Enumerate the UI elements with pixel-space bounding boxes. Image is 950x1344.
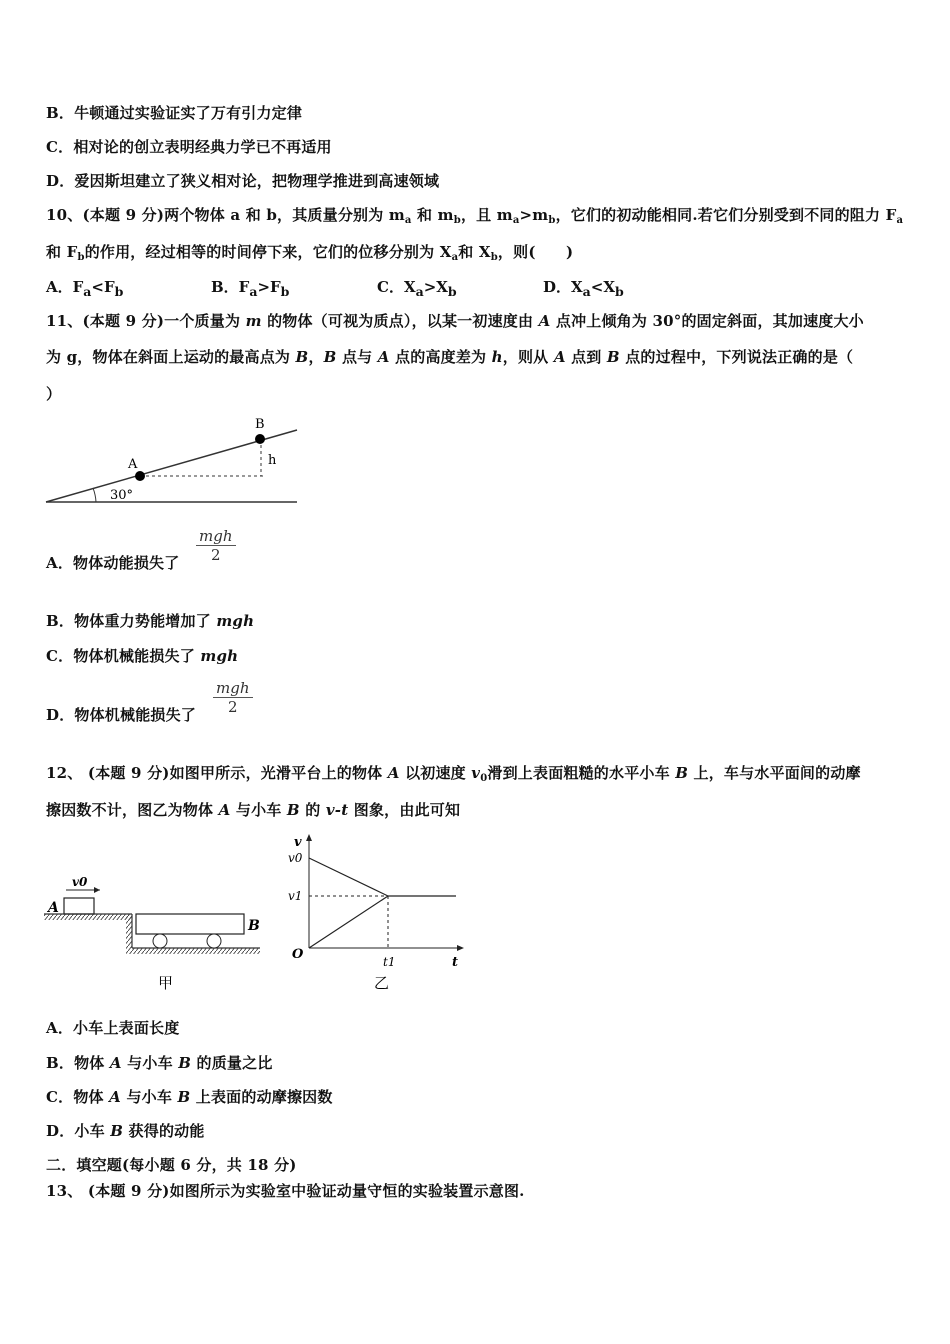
text-run: B．物体重力势能增加了: [46, 612, 217, 630]
q13-stem: [46, 1180, 525, 1201]
svg-text:乙: 乙: [374, 974, 390, 992]
text-run: 滑到上表面粗糙的水平小车: [487, 764, 676, 782]
text-run: B．F: [211, 278, 250, 296]
q11-option-d: [46, 704, 196, 725]
text-run: B: [286, 801, 300, 819]
text-run: 与小车: [230, 801, 287, 819]
text-run: mgh: [216, 612, 255, 630]
text-run: >m: [519, 206, 549, 224]
text-run: <X: [590, 278, 615, 296]
text-run: 以初速度: [399, 764, 472, 782]
text-run: b: [490, 252, 498, 263]
line-a: [309, 858, 388, 896]
text-run: D．爱因斯坦建立了狭义相对论，把物理学推进到高速领域: [46, 172, 440, 190]
svg-text:t1: t1: [383, 955, 396, 969]
text-run: B: [675, 764, 689, 782]
text-run: a: [415, 284, 424, 299]
text-run: 上，车与水平面间的动摩: [688, 764, 861, 782]
text-run: A: [109, 1088, 122, 1106]
q10-option-a: [46, 276, 123, 299]
text-run: B: [323, 348, 337, 366]
denominator: 2: [210, 546, 221, 564]
q10-stem-line2: [46, 241, 573, 263]
text-run: <F: [91, 278, 115, 296]
text-run: A．F: [46, 278, 84, 296]
q12-option-a: [46, 1017, 179, 1038]
figure-yi-vt-graph: [284, 830, 469, 995]
numerator: mgh: [196, 527, 236, 546]
text-run: 获得的动能: [123, 1122, 205, 1140]
q11-stem-line1: [46, 310, 864, 331]
q12-option-b: [46, 1052, 273, 1073]
text-run: A．小车上表面长度: [46, 1019, 180, 1037]
text-run: B: [110, 1122, 124, 1140]
figure-jia-cart: [44, 866, 264, 996]
denominator: 2: [227, 698, 238, 716]
text-run: 二．填空题(每小题 6 分，共 18 分): [46, 1156, 297, 1174]
text-run: A: [387, 764, 400, 782]
label-h: h: [268, 453, 277, 468]
text-run: ）: [46, 385, 62, 403]
text-run: B: [606, 348, 620, 366]
svg-text:t: t: [452, 955, 459, 970]
text-run: B．物体: [46, 1054, 110, 1072]
incline-figure: [44, 414, 304, 509]
svg-text:A: A: [48, 900, 59, 916]
text-run: a: [451, 252, 459, 263]
text-run: C．相对论的创立表明经典力学已不再适用: [46, 138, 332, 156]
text-run: 为 g，物体在斜面上运动的最高点为: [46, 348, 296, 366]
numerator: mgh: [213, 679, 253, 698]
text-run: 擦因数不计，图乙为物体: [46, 801, 219, 819]
text-run: 0: [480, 773, 488, 784]
q9-option-c: [46, 136, 332, 157]
text-run: 点冲上倾角为 30°的固定斜面，其加速度大小: [550, 312, 864, 330]
text-run: 点与: [336, 348, 378, 366]
svg-text:v: v: [294, 835, 302, 850]
label-angle: 30°: [110, 488, 134, 503]
svg-text:B: B: [248, 918, 260, 934]
label-a: A: [128, 457, 138, 472]
text-run: b: [280, 284, 290, 299]
text-run: a: [83, 284, 92, 299]
q12-stem-line1: [46, 762, 861, 784]
text-run: 的物体（可视为质点），以某一初速度由: [261, 312, 539, 330]
text-run: v-t: [325, 801, 349, 819]
svg-text:甲: 甲: [158, 974, 174, 992]
text-run: b: [77, 252, 85, 263]
text-run: b: [548, 215, 556, 226]
text-run: ，它们的初动能相同.若它们分别受到不同的阻力 F: [555, 206, 897, 224]
point-b: [255, 434, 265, 444]
text-run: B: [178, 1054, 192, 1072]
text-run: 点的高度差为: [389, 348, 492, 366]
q10-option-b: [211, 276, 289, 299]
text-run: 的作用，经过相等的时间停下来，它们的位移分别为 X: [84, 243, 452, 261]
text-run: >F: [257, 278, 281, 296]
text-run: 13、 (本题 9 分)如图所示为实验室中验证动量守恒的实验装置示意图.: [46, 1182, 525, 1200]
text-run: b: [453, 215, 461, 226]
svg-text:v0: v0: [72, 875, 88, 889]
text-run: 与小车: [121, 1088, 178, 1106]
text-run: 和 F: [46, 243, 78, 261]
block-a: [64, 898, 94, 914]
text-run: A．物体动能损失了: [46, 554, 180, 572]
text-run: ，则( ): [497, 243, 574, 261]
text-run: 11、(本题 9 分)一个质量为: [46, 312, 246, 330]
q10-stem-line1: [46, 204, 903, 226]
text-run: B: [177, 1088, 191, 1106]
text-run: a: [249, 284, 258, 299]
text-run: 点到: [565, 348, 607, 366]
q10-option-c: [377, 276, 457, 299]
text-run: 12、 (本题 9 分)如图甲所示，光滑平台上的物体: [46, 764, 388, 782]
text-run: 上表面的动摩擦因数: [190, 1088, 333, 1106]
text-run: A: [553, 348, 566, 366]
text-run: m: [245, 312, 262, 330]
q11-stem-line3: [46, 383, 61, 404]
section-heading-fill-in: [46, 1154, 297, 1175]
cart-b: [136, 914, 244, 934]
text-run: C．X: [377, 278, 416, 296]
text-run: 的质量之比: [191, 1054, 273, 1072]
q9-option-b: [46, 102, 302, 123]
label-b: B: [255, 417, 265, 432]
text-run: A: [538, 312, 551, 330]
svg-text:O: O: [292, 947, 304, 962]
text-run: b: [447, 284, 457, 299]
point-a: [135, 471, 145, 481]
text-run: C．物体机械能损失了: [46, 647, 201, 665]
text-run: v: [471, 764, 481, 782]
text-run: ，: [308, 348, 324, 366]
text-run: 和 X: [458, 243, 491, 261]
text-run: B: [295, 348, 309, 366]
text-run: ，则从: [502, 348, 554, 366]
q12-option-d: [46, 1120, 205, 1141]
fraction-mgh-over-2: [213, 679, 253, 716]
text-run: 图象，由此可知: [348, 801, 461, 819]
q11-option-b: [46, 610, 254, 631]
text-run: ，且 m: [460, 206, 513, 224]
text-run: A: [109, 1054, 122, 1072]
text-run: D．物体机械能损失了: [46, 706, 197, 724]
text-run: mgh: [200, 647, 239, 665]
text-run: D．X: [543, 278, 583, 296]
text-run: h: [491, 348, 503, 366]
text-run: A: [377, 348, 390, 366]
q9-option-d: [46, 170, 439, 191]
text-run: C．物体: [46, 1088, 110, 1106]
text-run: B．牛顿通过实验证实了万有引力定律: [46, 104, 303, 122]
q11-option-c: [46, 645, 238, 666]
q11-option-a: [46, 552, 179, 573]
text-run: a: [896, 215, 904, 226]
q10-option-d: [543, 276, 624, 299]
svg-text:v1: v1: [288, 889, 303, 903]
text-run: 点的过程中，下列说法正确的是（: [619, 348, 854, 366]
line-b: [309, 896, 388, 948]
text-run: b: [614, 284, 624, 299]
text-run: >X: [423, 278, 448, 296]
text-run: 的: [299, 801, 326, 819]
q12-option-c: [46, 1086, 333, 1107]
q11-stem-line2: [46, 346, 853, 367]
text-run: b: [114, 284, 124, 299]
text-run: 和 m: [411, 206, 454, 224]
text-run: 与小车: [121, 1054, 179, 1072]
text-run: a: [582, 284, 591, 299]
text-run: 10、(本题 9 分)两个物体 a 和 b，其质量分别为 m: [46, 206, 405, 224]
text-run: a: [404, 215, 412, 226]
svg-text:v0: v0: [288, 851, 303, 865]
text-run: D．小车: [46, 1122, 111, 1140]
text-run: A: [218, 801, 231, 819]
text-run: a: [512, 215, 520, 226]
q12-stem-line2: [46, 799, 460, 820]
fraction-mgh-over-2: [196, 527, 236, 564]
